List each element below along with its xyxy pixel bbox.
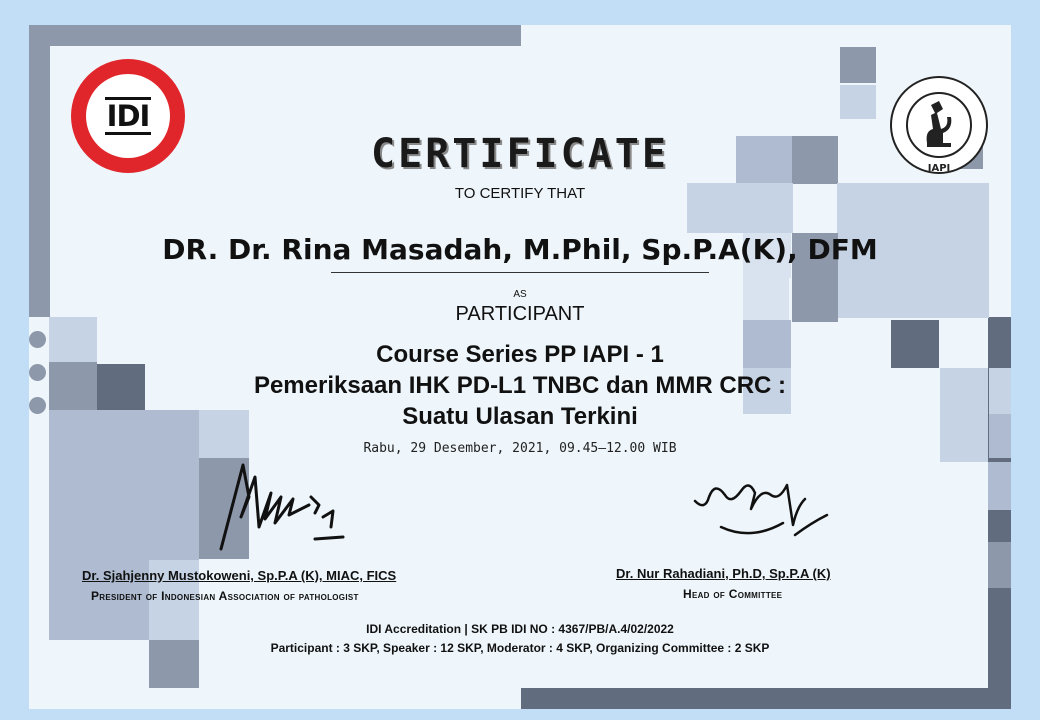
course-line: Pemeriksaan IHK PD-L1 TNBC dan MMR CRC : [253, 372, 787, 399]
signatory-name: Dr. Sjahjenny Mustokoweni, Sp.P.A (K), MIAC, FICS [82, 568, 397, 583]
iapi-seal-abbr: IAPI [927, 163, 951, 174]
deco-square [988, 462, 1011, 510]
course-line: Suatu Ulasan Terkini [402, 403, 638, 430]
idi-logo-text: IDI [106, 99, 150, 133]
frame-top-bar [29, 25, 521, 46]
signatory-title: Head of Committee [683, 587, 783, 601]
accreditation-text: IDI Accreditation | SK PB IDI NO : 4367/PB/A.4/02/2022 [366, 622, 674, 636]
as-text: AS [513, 289, 527, 300]
certify-text: TO CERTIFY THAT [454, 185, 586, 202]
participant-role: PARTICIPANT [455, 303, 585, 325]
course-line: Course Series PP IAPI - 1 [376, 341, 664, 368]
deco-square [840, 47, 876, 83]
signature-president [215, 457, 355, 555]
recipient-name: DR. Dr. Rina Masadah, M.Phil, Sp.P.A(K), DFM [162, 233, 878, 266]
signatory-name: Dr. Nur Rahadiani, Ph.D, Sp.P.A (K) [616, 566, 831, 581]
deco-square [49, 410, 199, 560]
deco-square [988, 542, 1011, 588]
certificate-title: CERTIFICATE [371, 131, 669, 177]
course-title [29, 339, 1011, 432]
frame-bottom-bar [521, 688, 1011, 709]
event-date: Rabu, 29 Desember, 2021, 09.45—12.00 WIB [363, 441, 677, 456]
skp-text: Participant : 3 SKP, Speaker : 12 SKP, Moderator : 4 SKP, Organizing Committee : 2 SKP [270, 641, 770, 655]
deco-square [840, 85, 876, 119]
signature-committee-head [691, 471, 837, 553]
certificate [29, 25, 1011, 709]
name-underline [331, 272, 709, 273]
signatory-title: President of Indonesian Association of pathologist [91, 589, 359, 603]
